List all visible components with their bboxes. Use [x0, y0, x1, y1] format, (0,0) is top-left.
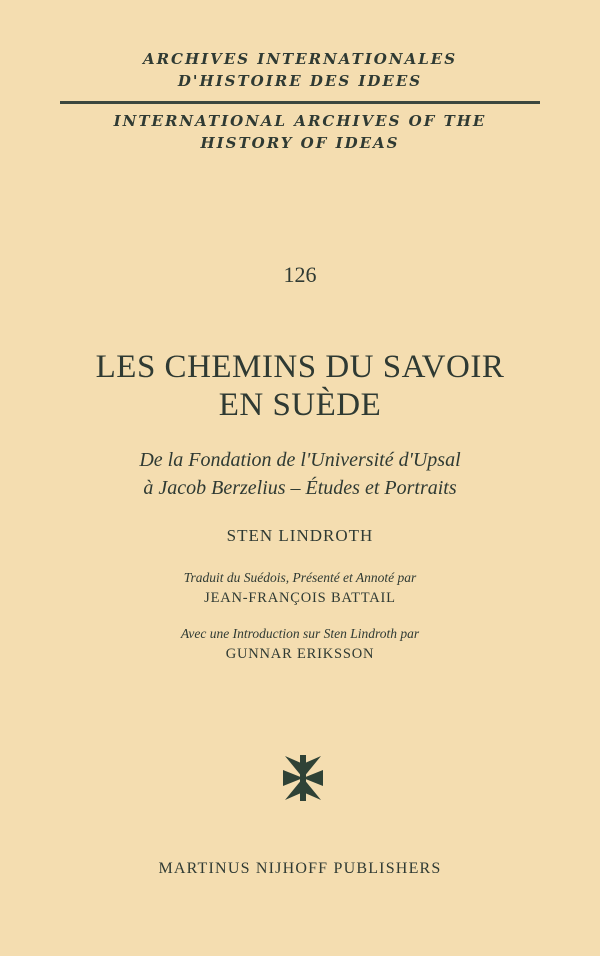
series-french-line-2: D'HISTOIRE DES IDEES	[177, 72, 423, 90]
series-title-french	[0, 48, 600, 92]
book-title-line-2: EN SUÈDE	[218, 387, 382, 423]
series-english-line-2: HISTORY OF IDEAS	[200, 134, 400, 152]
translator-name: JEAN-FRANÇOIS BATTAIL	[204, 590, 396, 606]
divider-rule	[60, 101, 540, 104]
book-subtitle-line-2: à Jacob Berzelius – Études et Portraits	[143, 477, 457, 499]
series-english-line-1: INTERNATIONAL ARCHIVES OF THE	[113, 112, 487, 130]
book-title-line-1: LES CHEMINS DU SAVOIR	[95, 349, 505, 385]
book-subtitle-line-1: De la Fondation de l'Université d'Upsal	[139, 449, 461, 471]
series-french-line-1: ARCHIVES INTERNATIONALES	[142, 50, 458, 68]
volume-number: 126	[283, 262, 317, 287]
book-subtitle	[0, 446, 600, 502]
translation-credit: Traduit du Suédois, Présenté et Annoté par	[183, 570, 417, 585]
author-name: STEN LINDROTH	[226, 526, 374, 545]
series-title-english	[0, 110, 600, 154]
book-title	[0, 348, 600, 424]
publisher-logo-icon	[282, 753, 324, 803]
introduction-credit: Avec une Introduction sur Sten Lindroth par	[180, 626, 420, 641]
publisher-name: MARTINUS NIJHOFF PUBLISHERS	[158, 860, 442, 877]
introducer-name: GUNNAR ERIKSSON	[225, 646, 375, 662]
